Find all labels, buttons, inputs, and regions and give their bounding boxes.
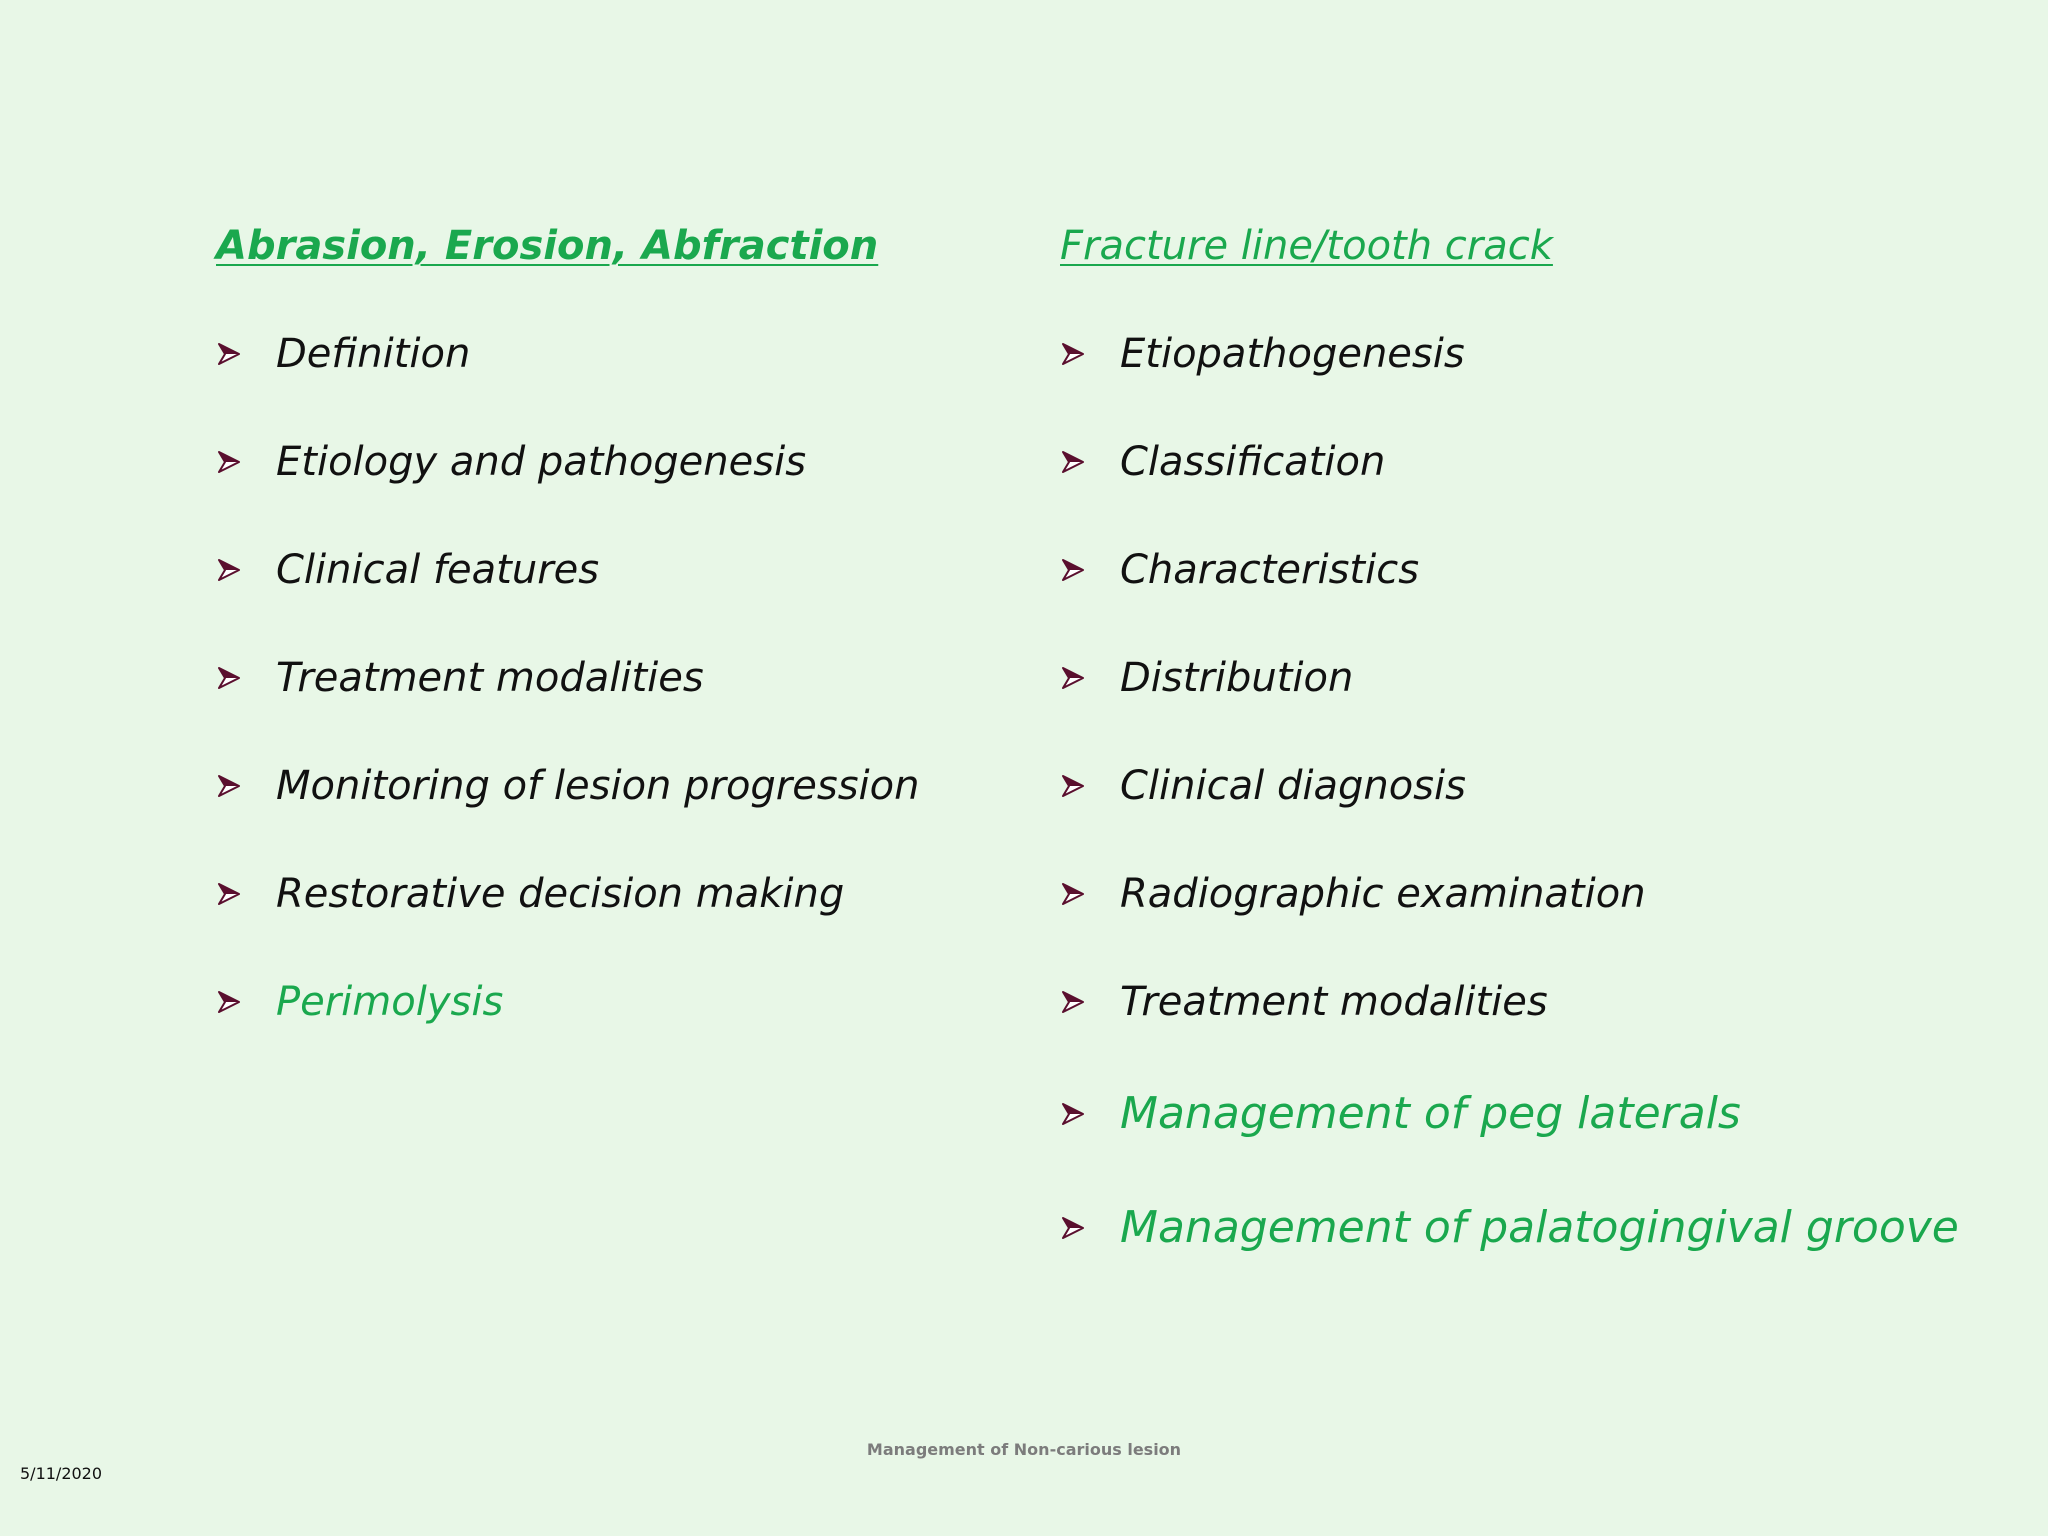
list-item-label: Monitoring of lesion progression [276,763,920,809]
list-item [1060,648,1353,708]
arrow-bullet-icon [1060,989,1086,1015]
list-item-label: Management of palatogingival groove [1120,1202,1959,1253]
arrow-bullet-icon [216,989,242,1015]
list-item-label: Characteristics [1120,547,1420,593]
list-item [216,756,919,816]
footer-date: 5/11/2020 [20,1464,103,1483]
list-item [216,324,470,384]
list-item [1060,864,1646,924]
list-item-label: Classification [1120,439,1386,485]
list-item-label: Management of peg laterals [1120,1088,1741,1139]
list-item-label: Perimolysis [276,979,504,1025]
list-item [216,432,806,492]
arrow-bullet-icon [1060,341,1086,367]
list-item [1060,1084,1741,1144]
arrow-bullet-icon [216,665,242,691]
list-item [1060,540,1419,600]
left-column-heading: Abrasion, Erosion, Abfraction [216,223,879,269]
list-item-label: Treatment modalities [276,655,704,701]
list-item-label: Clinical diagnosis [1120,763,1466,809]
arrow-bullet-icon [1060,773,1086,799]
arrow-bullet-icon [1060,1101,1086,1127]
list-item-label: Etiopathogenesis [1120,331,1465,377]
arrow-bullet-icon [216,881,242,907]
arrow-bullet-icon [1060,881,1086,907]
list-item [1060,1198,1959,1258]
list-item [1060,432,1385,492]
right-column-heading: Fracture line/tooth crack [1060,223,1553,269]
arrow-bullet-icon [216,449,242,475]
arrow-bullet-icon [216,773,242,799]
list-item [1060,324,1465,384]
arrow-bullet-icon [1060,449,1086,475]
list-item [216,972,503,1032]
list-item-label: Clinical features [276,547,600,593]
arrow-bullet-icon [216,341,242,367]
footer-title: Management of Non-carious lesion [866,1440,1182,1459]
list-item-label: Etiology and pathogenesis [276,439,807,485]
list-item [216,648,704,708]
list-item-label: Radiographic examination [1120,871,1646,917]
list-item-label: Definition [276,331,471,377]
list-item [216,540,599,600]
arrow-bullet-icon [1060,557,1086,583]
list-item-label: Restorative decision making [276,871,845,917]
arrow-bullet-icon [1060,1215,1086,1241]
list-item [1060,972,1548,1032]
list-item [1060,756,1466,816]
list-item-label: Treatment modalities [1120,979,1548,1025]
list-item-label: Distribution [1120,655,1354,701]
list-item [216,864,844,924]
arrow-bullet-icon [1060,665,1086,691]
arrow-bullet-icon [216,557,242,583]
